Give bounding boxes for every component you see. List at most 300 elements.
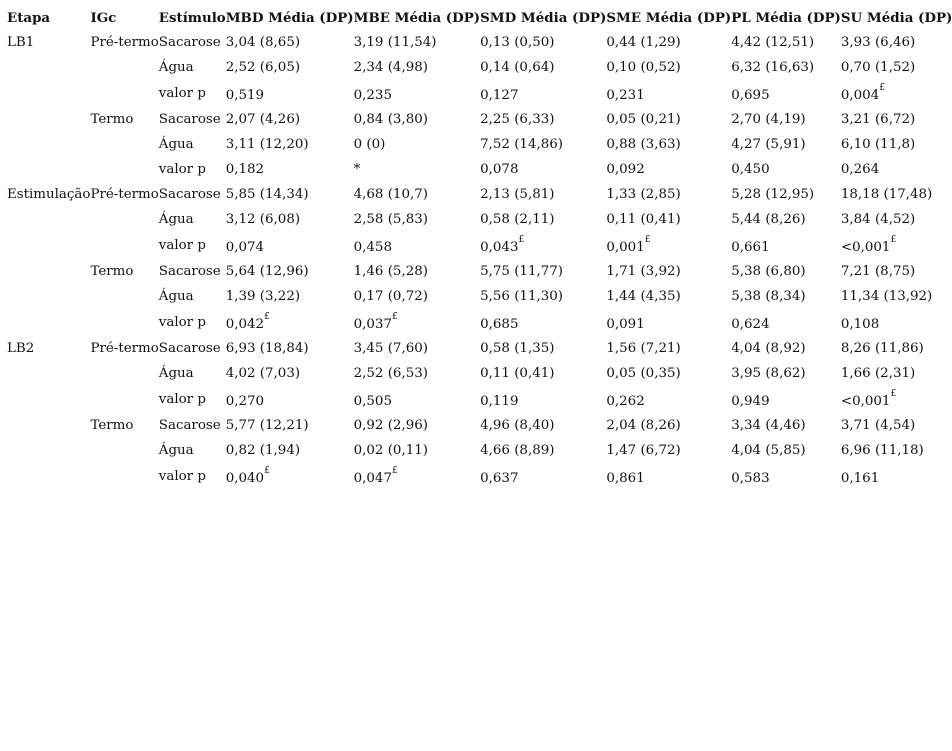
table-row (0, 30, 952, 55)
value-text: 0,519 (225, 88, 265, 103)
cell-value (226, 309, 354, 336)
value-text: 0,119 (480, 394, 519, 409)
table-row (0, 80, 952, 107)
significance-mark: £ (890, 389, 897, 399)
cell-value (841, 309, 952, 336)
value-text: 2,25 (6,33) (480, 112, 555, 127)
cell-estimulo: valor p (158, 162, 206, 177)
cell-value (731, 259, 841, 284)
value-text: 0,231 (606, 88, 645, 103)
cell-value (841, 232, 952, 259)
value-text: 0,235 (353, 88, 392, 103)
value-text: 3,04 (8,65) (225, 35, 301, 50)
value-text: 0,58 (1,35) (480, 341, 555, 356)
value-text: 0,078 (480, 162, 519, 177)
cell-value (480, 55, 606, 80)
cell-value (480, 30, 606, 55)
significance-mark: £ (518, 235, 525, 245)
header-pl: PL Média (DP) (731, 10, 841, 26)
header-etapa: Etapa (7, 10, 51, 26)
cell-igc (90, 386, 158, 413)
value-text: 4,02 (7,03) (225, 366, 301, 381)
cell-value (354, 386, 481, 413)
header-mbd: MBD Média (DP) (225, 10, 354, 26)
cell-value (841, 55, 952, 80)
cell-value (841, 80, 952, 107)
cell-estimulo: Água (158, 137, 194, 152)
cell-value (731, 309, 841, 336)
value-text: 0,505 (353, 394, 392, 409)
value-text: 7,52 (14,86) (480, 137, 563, 152)
table-row (0, 438, 952, 463)
value-text: 4,04 (5,85) (731, 443, 806, 458)
cell-etapa: LB1 (7, 35, 35, 50)
table-row (0, 132, 952, 157)
cell-estimulo: Água (158, 443, 194, 458)
cell-value (226, 132, 354, 157)
cell-value (731, 463, 841, 490)
cell-igc (90, 80, 158, 107)
cell-value (226, 207, 354, 232)
cell-value (226, 463, 354, 490)
cell-value (606, 55, 731, 80)
value-text: 3,11 (12,20) (225, 137, 309, 152)
table-row (0, 107, 952, 132)
value-text: 0,695 (731, 88, 770, 103)
value-text: 0,82 (1,94) (225, 443, 301, 458)
cell-value (226, 259, 354, 284)
cell-value (480, 157, 606, 182)
value-text: 0,84 (3,80) (353, 112, 428, 127)
significance-mark: £ (391, 312, 398, 322)
value-text: 0,17 (0,72) (353, 289, 428, 304)
table-row (0, 361, 952, 386)
value-text: 7,21 (8,75) (840, 264, 916, 279)
cell-value (606, 336, 731, 361)
value-text: 5,75 (11,77) (480, 264, 563, 279)
cell-value (731, 361, 841, 386)
value-text: 0,14 (0,64) (480, 60, 555, 75)
value-text: 0,458 (353, 240, 392, 255)
value-text: 0,11 (0,41) (606, 212, 681, 227)
cell-igc: Pré-termo (90, 341, 159, 356)
cell-etapa (0, 80, 90, 107)
value-text: 0,450 (731, 162, 770, 177)
cell-value (731, 413, 841, 438)
cell-igc (90, 55, 158, 80)
cell-value (226, 232, 354, 259)
cell-value (731, 207, 841, 232)
cell-value (841, 438, 952, 463)
cell-value (606, 259, 731, 284)
cell-value (226, 107, 354, 132)
cell-etapa (0, 232, 90, 259)
value-text: 3,95 (8,62) (731, 366, 806, 381)
cell-estimulo: valor p (158, 86, 206, 101)
table-row (0, 284, 952, 309)
cell-value (731, 284, 841, 309)
cell-value (354, 232, 481, 259)
cell-value (354, 259, 481, 284)
cell-value (226, 413, 354, 438)
cell-value (226, 30, 354, 55)
value-text: 11,34 (13,92) (840, 289, 933, 304)
value-text: <0,001 (840, 394, 891, 409)
value-text: 1,56 (7,21) (606, 341, 681, 356)
table-row (0, 413, 952, 438)
cell-value (226, 284, 354, 309)
value-text: 3,12 (6,08) (225, 212, 301, 227)
cell-etapa (0, 438, 90, 463)
cell-value (354, 438, 481, 463)
table-row (0, 386, 952, 413)
cell-estimulo: Sacarose (158, 112, 221, 127)
cell-value (841, 413, 952, 438)
value-text: 3,34 (4,46) (731, 418, 806, 433)
cell-value (480, 132, 606, 157)
cell-value (731, 157, 841, 182)
value-text: 0,004 (840, 88, 880, 103)
value-text: 6,10 (11,8) (840, 137, 916, 152)
value-text: 0,44 (1,29) (606, 35, 681, 50)
value-text: 5,77 (12,21) (225, 418, 309, 433)
value-text: 3,19 (11,54) (353, 35, 437, 50)
cell-value (841, 386, 952, 413)
cell-value (480, 438, 606, 463)
header-row (0, 6, 952, 30)
value-text: 3,84 (4,52) (840, 212, 916, 227)
cell-value (731, 336, 841, 361)
cell-value (731, 182, 841, 207)
value-text: 6,96 (11,18) (840, 443, 924, 458)
cell-value (731, 386, 841, 413)
cell-value (226, 336, 354, 361)
cell-value (606, 386, 731, 413)
value-text: 5,38 (6,80) (731, 264, 806, 279)
value-text: 0,001 (606, 240, 645, 255)
value-text: 0,092 (606, 162, 645, 177)
cell-value (480, 361, 606, 386)
cell-estimulo: Água (158, 212, 194, 227)
table-row (0, 309, 952, 336)
value-text: 0,02 (0,11) (353, 443, 428, 458)
results-table (0, 6, 952, 490)
cell-value (841, 361, 952, 386)
cell-value (841, 336, 952, 361)
value-text: 0,583 (731, 471, 770, 486)
value-text: 0,074 (225, 240, 265, 255)
cell-value (354, 309, 481, 336)
value-text: 0,270 (225, 394, 265, 409)
cell-etapa (0, 107, 90, 132)
cell-value (226, 386, 354, 413)
header-estimulo: Estímulo (158, 10, 226, 26)
cell-value (841, 259, 952, 284)
value-text: 3,71 (4,54) (840, 418, 916, 433)
value-text: 0,037 (353, 317, 392, 332)
cell-etapa (0, 386, 90, 413)
value-text: 2,52 (6,53) (353, 366, 428, 381)
cell-estimulo: Água (158, 60, 194, 75)
cell-value (606, 463, 731, 490)
value-text: * (353, 162, 361, 177)
cell-value (354, 182, 481, 207)
cell-value (606, 284, 731, 309)
header-mbe: MBE Média (DP) (353, 10, 481, 26)
cell-estimulo: Sacarose (158, 418, 221, 433)
table-row (0, 207, 952, 232)
cell-value (354, 132, 481, 157)
table-row (0, 182, 952, 207)
cell-igc (90, 361, 158, 386)
cell-value (354, 157, 481, 182)
cell-estimulo: valor p (158, 315, 206, 330)
cell-value (841, 207, 952, 232)
value-text: 5,64 (12,96) (225, 264, 309, 279)
value-text: 0,05 (0,35) (606, 366, 681, 381)
cell-estimulo: valor p (158, 469, 206, 484)
cell-value (226, 80, 354, 107)
value-text: 0,262 (606, 394, 645, 409)
cell-igc (90, 438, 158, 463)
cell-value (354, 336, 481, 361)
value-text: 2,07 (4,26) (225, 112, 301, 127)
value-text: 0,92 (2,96) (353, 418, 428, 433)
cell-value (480, 336, 606, 361)
cell-value (480, 182, 606, 207)
value-text: 0,861 (606, 471, 645, 486)
value-text: 5,44 (8,26) (731, 212, 806, 227)
value-text: <0,001 (840, 240, 891, 255)
value-text: 2,70 (4,19) (731, 112, 806, 127)
value-text: 0,10 (0,52) (606, 60, 681, 75)
cell-value (480, 413, 606, 438)
header-igc: IGc (90, 10, 117, 26)
cell-value (606, 182, 731, 207)
cell-value (226, 157, 354, 182)
value-text: 18,18 (17,48) (840, 187, 933, 202)
cell-value (354, 207, 481, 232)
cell-value (480, 207, 606, 232)
value-text: 2,13 (5,81) (480, 187, 555, 202)
table-row (0, 463, 952, 490)
table-row (0, 157, 952, 182)
cell-value (841, 284, 952, 309)
value-text: 4,96 (8,40) (480, 418, 555, 433)
cell-igc: Pré-termo (90, 35, 159, 50)
cell-value (226, 55, 354, 80)
cell-value (731, 232, 841, 259)
value-text: 5,28 (12,95) (731, 187, 815, 202)
value-text: 0,108 (840, 317, 880, 332)
cell-value (480, 284, 606, 309)
cell-etapa (0, 157, 90, 182)
header-sme: SME Média (DP) (606, 10, 732, 26)
value-text: 3,93 (6,46) (840, 35, 916, 50)
value-text: 2,34 (4,98) (353, 60, 428, 75)
cell-etapa (0, 259, 90, 284)
value-text: 4,42 (12,51) (731, 35, 815, 50)
value-text: 1,46 (5,28) (353, 264, 428, 279)
cell-value (606, 157, 731, 182)
significance-mark: £ (879, 83, 885, 93)
cell-igc: Termo (90, 112, 134, 127)
cell-value (354, 55, 481, 80)
cell-value (731, 80, 841, 107)
cell-igc (90, 463, 158, 490)
cell-value (354, 284, 481, 309)
cell-value (606, 132, 731, 157)
cell-value (606, 107, 731, 132)
value-text: 8,26 (11,86) (840, 341, 924, 356)
cell-value (354, 361, 481, 386)
value-text: 1,39 (3,22) (225, 289, 301, 304)
value-text: 3,45 (7,60) (353, 341, 428, 356)
value-text: 2,52 (6,05) (225, 60, 301, 75)
cell-etapa (0, 132, 90, 157)
value-text: 0,13 (0,50) (480, 35, 555, 50)
value-text: 5,38 (8,34) (731, 289, 806, 304)
cell-igc (90, 207, 158, 232)
cell-value (226, 438, 354, 463)
cell-value (480, 259, 606, 284)
value-text: 6,32 (16,63) (731, 60, 815, 75)
cell-value (606, 207, 731, 232)
cell-value (841, 463, 952, 490)
cell-etapa (0, 207, 90, 232)
cell-igc: Termo (90, 264, 134, 279)
cell-igc (90, 309, 158, 336)
cell-igc (90, 132, 158, 157)
value-text: 1,71 (3,92) (606, 264, 681, 279)
cell-value (731, 107, 841, 132)
significance-mark: £ (264, 466, 270, 476)
cell-estimulo: valor p (158, 238, 206, 253)
cell-etapa (0, 413, 90, 438)
cell-value (841, 30, 952, 55)
cell-value (354, 413, 481, 438)
cell-etapa (0, 284, 90, 309)
value-text: 0,264 (840, 162, 880, 177)
value-text: 0,040 (225, 471, 265, 486)
value-text: 1,66 (2,31) (840, 366, 916, 381)
cell-value (226, 182, 354, 207)
value-text: 0 (0) (353, 137, 386, 152)
cell-value (606, 309, 731, 336)
value-text: 0,11 (0,41) (480, 366, 555, 381)
cell-value (606, 438, 731, 463)
cell-value (841, 132, 952, 157)
cell-value (480, 107, 606, 132)
value-text: 0,091 (606, 317, 645, 332)
value-text: 4,04 (8,92) (731, 341, 806, 356)
cell-etapa (0, 463, 90, 490)
value-text: 0,161 (840, 471, 880, 486)
cell-value (480, 463, 606, 490)
value-text: 0,88 (3,63) (606, 137, 681, 152)
value-text: 1,47 (6,72) (606, 443, 681, 458)
cell-estimulo: Sacarose (158, 341, 221, 356)
cell-estimulo: Sacarose (158, 264, 221, 279)
cell-value (841, 182, 952, 207)
value-text: 0,58 (2,11) (480, 212, 555, 227)
cell-value (606, 30, 731, 55)
cell-value (354, 463, 481, 490)
value-text: 1,33 (2,85) (606, 187, 681, 202)
cell-value (226, 361, 354, 386)
cell-estimulo: valor p (158, 392, 206, 407)
cell-value (606, 232, 731, 259)
value-text: 0,127 (480, 88, 519, 103)
cell-value (731, 438, 841, 463)
value-text: 5,56 (11,30) (480, 289, 563, 304)
cell-value (480, 80, 606, 107)
value-text: 0,949 (731, 394, 770, 409)
cell-value (606, 413, 731, 438)
cell-igc: Termo (90, 418, 134, 433)
table-row (0, 55, 952, 80)
value-text: 1,44 (4,35) (606, 289, 681, 304)
cell-etapa (0, 361, 90, 386)
cell-igc (90, 284, 158, 309)
cell-value (354, 107, 481, 132)
value-text: 0,043 (480, 240, 519, 255)
value-text: 2,04 (8,26) (606, 418, 681, 433)
cell-value (841, 107, 952, 132)
value-text: 3,21 (6,72) (840, 112, 916, 127)
value-text: 0,661 (731, 240, 770, 255)
table-row (0, 259, 952, 284)
cell-igc: Pré-termo (90, 187, 159, 202)
value-text: 4,66 (8,89) (480, 443, 555, 458)
table-row (0, 232, 952, 259)
cell-value (606, 361, 731, 386)
cell-value (731, 132, 841, 157)
significance-mark: £ (391, 466, 398, 476)
significance-mark: £ (890, 235, 897, 245)
cell-value (480, 309, 606, 336)
value-text: 0,047 (353, 471, 392, 486)
value-text: 0,042 (225, 317, 265, 332)
value-text: 0,685 (480, 317, 519, 332)
significance-mark: £ (644, 235, 651, 245)
value-text: 4,27 (5,91) (731, 137, 806, 152)
cell-etapa: Estimulação (7, 187, 91, 202)
cell-value (480, 386, 606, 413)
cell-etapa: LB2 (7, 341, 35, 356)
cell-estimulo: Sacarose (158, 187, 221, 202)
value-text: 0,70 (1,52) (840, 60, 916, 75)
significance-mark: £ (264, 312, 270, 322)
cell-etapa (0, 55, 90, 80)
value-text: 5,85 (14,34) (225, 187, 309, 202)
cell-value (354, 30, 481, 55)
value-text: 2,58 (5,83) (353, 212, 428, 227)
cell-estimulo: Água (158, 289, 194, 304)
table-body (0, 30, 952, 490)
value-text: 0,182 (225, 162, 265, 177)
value-text: 0,624 (731, 317, 770, 332)
value-text: 0,637 (480, 471, 519, 486)
cell-value (731, 30, 841, 55)
cell-value (480, 232, 606, 259)
cell-value (731, 55, 841, 80)
header-smd: SMD Média (DP) (480, 10, 607, 26)
cell-igc (90, 232, 158, 259)
cell-etapa (0, 309, 90, 336)
header-su: SU Média (DP) (840, 10, 952, 26)
value-text: 4,68 (10,7) (353, 187, 428, 202)
